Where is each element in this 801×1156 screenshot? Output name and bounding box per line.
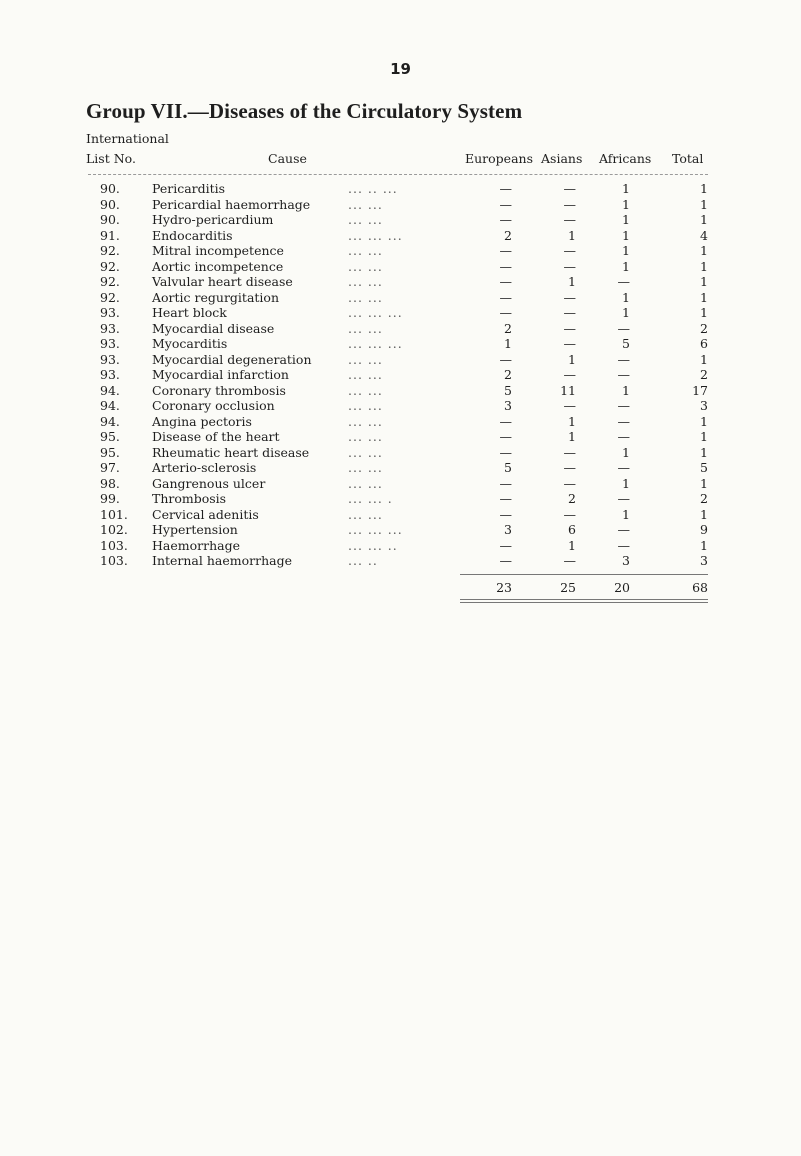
- leader-dots: ... ... ...: [348, 336, 403, 351]
- total-count: 1: [700, 181, 708, 196]
- header-asians: Asians: [541, 151, 583, 166]
- africans-count: 1: [622, 258, 630, 274]
- table-row: [0, 290, 801, 306]
- cause-name: Rheumatic heart disease: [152, 444, 310, 460]
- list-number: 93.: [100, 351, 120, 367]
- africans-count: —: [617, 351, 630, 367]
- leader-dots: ... ...: [348, 196, 383, 212]
- leader-dots: ... ...: [348, 444, 383, 460]
- africans-count: 1: [622, 196, 630, 212]
- cause-name: Thrombosis: [152, 491, 227, 506]
- cause-name: Pericarditis: [152, 181, 226, 196]
- double-rule-lower: [460, 602, 708, 603]
- europeans-count: —: [499, 212, 512, 227]
- total-count: 1: [700, 444, 708, 460]
- table-row: [0, 538, 801, 554]
- total-count: 5: [700, 460, 708, 475]
- asians-count: —: [563, 398, 576, 413]
- africans-count: 5: [622, 336, 630, 351]
- europeans-count: —: [499, 351, 512, 367]
- header-divider: [88, 174, 708, 175]
- cause-name: Coronary thrombosis: [152, 382, 286, 398]
- leader-dots: ... ...: [348, 382, 383, 398]
- europeans-count: —: [499, 181, 512, 196]
- total-count: 6: [700, 336, 708, 351]
- europeans-count: —: [499, 258, 512, 274]
- list-number: 97.: [100, 460, 120, 475]
- leader-dots: ... ...: [348, 274, 383, 289]
- africans-count: 1: [622, 506, 630, 522]
- asians-count: —: [563, 243, 576, 258]
- africans-count: —: [617, 429, 630, 444]
- asians-count: —: [563, 320, 576, 336]
- asians-count: —: [563, 305, 576, 320]
- leader-dots: ... ...: [348, 351, 383, 367]
- europeans-total: 23: [496, 580, 512, 595]
- europeans-count: —: [499, 429, 512, 444]
- europeans-count: 2: [504, 367, 512, 382]
- africans-count: —: [617, 274, 630, 289]
- table-row: [0, 243, 801, 259]
- list-number: 94.: [100, 413, 120, 429]
- table-row: [0, 476, 801, 492]
- africans-total: 20: [614, 580, 630, 595]
- leader-dots: ... ...: [348, 320, 383, 336]
- table-row: [0, 398, 801, 414]
- africans-count: —: [617, 537, 630, 553]
- leader-dots: ... ...: [348, 398, 383, 413]
- cause-name: Gangrenous ulcer: [152, 475, 266, 491]
- africans-count: —: [617, 320, 630, 336]
- list-number: 90.: [100, 212, 120, 227]
- africans-count: 1: [622, 382, 630, 398]
- leader-dots: ... ...: [348, 475, 383, 491]
- list-number: 103.: [100, 537, 128, 553]
- total-count: 9: [700, 522, 708, 537]
- asians-count: 1: [568, 413, 576, 429]
- africans-count: 1: [622, 212, 630, 227]
- cause-name: Haemorrhage: [152, 537, 240, 553]
- leader-dots: ... .. ...: [348, 181, 398, 196]
- list-number: 101.: [100, 506, 128, 522]
- africans-count: 1: [622, 305, 630, 320]
- total-count: 1: [700, 413, 708, 429]
- asians-count: 1: [568, 537, 576, 553]
- africans-count: 1: [622, 444, 630, 460]
- europeans-count: 5: [504, 460, 512, 475]
- asians-count: 1: [568, 351, 576, 367]
- leader-dots: ... ...: [348, 243, 383, 258]
- leader-dots: ... ... ...: [348, 227, 403, 243]
- list-number: 94.: [100, 382, 120, 398]
- africans-count: 1: [622, 181, 630, 196]
- cause-name: Myocardial infarction: [152, 367, 289, 382]
- cause-name: Angina pectoris: [152, 413, 252, 429]
- asians-count: —: [563, 212, 576, 227]
- total-count: 1: [700, 351, 708, 367]
- africans-count: 1: [622, 289, 630, 305]
- asians-count: —: [563, 181, 576, 196]
- list-number: 103.: [100, 553, 128, 568]
- europeans-count: —: [499, 274, 512, 289]
- list-number: 91.: [100, 227, 120, 243]
- grand-total: 68: [692, 580, 708, 595]
- table-row: [0, 274, 801, 290]
- total-count: 4: [700, 227, 708, 243]
- total-count: 17: [692, 382, 708, 398]
- europeans-count: 2: [504, 320, 512, 336]
- list-number: 93.: [100, 305, 120, 320]
- cause-name: Aortic regurgitation: [152, 289, 279, 305]
- asians-count: —: [563, 460, 576, 475]
- total-count: 1: [700, 506, 708, 522]
- list-number: 93.: [100, 367, 120, 382]
- table-row: [0, 228, 801, 244]
- asians-total: 25: [560, 580, 576, 595]
- europeans-count: —: [499, 243, 512, 258]
- cause-name: Heart block: [152, 305, 227, 320]
- leader-dots: ... ... ..: [348, 537, 398, 553]
- asians-count: —: [563, 506, 576, 522]
- europeans-count: 3: [504, 522, 512, 537]
- asians-count: 11: [560, 382, 576, 398]
- africans-count: 3: [622, 553, 630, 568]
- totals-divider: [460, 574, 708, 575]
- list-number: 92.: [100, 243, 120, 258]
- table-row: [0, 429, 801, 445]
- total-count: 1: [700, 258, 708, 274]
- list-number: 92.: [100, 274, 120, 289]
- total-count: 1: [700, 305, 708, 320]
- double-rule-upper: [460, 599, 708, 600]
- asians-count: —: [563, 258, 576, 274]
- asians-count: —: [563, 444, 576, 460]
- asians-count: 1: [568, 274, 576, 289]
- asians-count: 6: [568, 522, 576, 537]
- cause-name: Myocardial degeneration: [152, 351, 312, 367]
- page-title: Group VII.—Diseases of the Circulatory System: [86, 99, 523, 123]
- leader-dots: ... ...: [348, 212, 383, 227]
- europeans-count: 3: [504, 398, 512, 413]
- europeans-count: —: [499, 475, 512, 491]
- table-row: [0, 507, 801, 523]
- europeans-count: 5: [504, 382, 512, 398]
- total-count: 1: [700, 429, 708, 444]
- asians-count: —: [563, 553, 576, 568]
- cause-name: Coronary occlusion: [152, 398, 275, 413]
- page-number: 19: [390, 60, 411, 78]
- table-row: [0, 259, 801, 275]
- list-number: 102.: [100, 522, 128, 537]
- list-number: 94.: [100, 398, 120, 413]
- list-number: 92.: [100, 258, 120, 274]
- total-count: 1: [700, 274, 708, 289]
- list-number: 90.: [100, 196, 120, 212]
- header-cause: Cause: [268, 151, 307, 166]
- total-count: 1: [700, 537, 708, 553]
- totals-row: [0, 580, 801, 596]
- table-row: [0, 181, 801, 197]
- table-row: [0, 553, 801, 569]
- asians-count: 1: [568, 429, 576, 444]
- table-row: [0, 212, 801, 228]
- africans-count: —: [617, 398, 630, 413]
- africans-count: —: [617, 491, 630, 506]
- africans-count: 1: [622, 227, 630, 243]
- cause-name: Hydro-pericardium: [152, 212, 274, 227]
- table-row: [0, 522, 801, 538]
- leader-dots: ... ... ...: [348, 522, 403, 537]
- total-count: 2: [700, 491, 708, 506]
- leader-dots: ... ...: [348, 460, 383, 475]
- table-row: [0, 197, 801, 213]
- total-count: 1: [700, 196, 708, 212]
- leader-dots: ... ... ...: [348, 305, 403, 320]
- header-africans: Africans: [599, 151, 652, 166]
- europeans-count: —: [499, 305, 512, 320]
- total-count: 3: [700, 398, 708, 413]
- cause-name: Internal haemorrhage: [152, 553, 292, 568]
- asians-count: —: [563, 475, 576, 491]
- cause-name: Disease of the heart: [152, 429, 280, 444]
- total-count: 1: [700, 212, 708, 227]
- table-row: [0, 305, 801, 321]
- cause-name: Myocardial disease: [152, 320, 275, 336]
- table-row: [0, 445, 801, 461]
- table-row: [0, 460, 801, 476]
- leader-dots: ... ...: [348, 429, 383, 444]
- asians-count: —: [563, 289, 576, 305]
- cause-name: Valvular heart disease: [152, 274, 293, 289]
- header-europeans: Europeans: [465, 151, 533, 166]
- cause-name: Myocarditis: [152, 336, 228, 351]
- list-number: 90.: [100, 181, 120, 196]
- leader-dots: ... ...: [348, 413, 383, 429]
- table-row: [0, 367, 801, 383]
- total-count: 1: [700, 475, 708, 491]
- list-number: 99.: [100, 491, 120, 506]
- europeans-count: —: [499, 491, 512, 506]
- list-number: 93.: [100, 336, 120, 351]
- leader-dots: ... ...: [348, 506, 383, 522]
- asians-count: —: [563, 367, 576, 382]
- asians-count: —: [563, 336, 576, 351]
- africans-count: 1: [622, 475, 630, 491]
- table-row: [0, 321, 801, 337]
- europeans-count: —: [499, 444, 512, 460]
- europeans-count: 1: [504, 336, 512, 351]
- africans-count: —: [617, 367, 630, 382]
- asians-count: —: [563, 196, 576, 212]
- table-row: [0, 491, 801, 507]
- total-count: 2: [700, 367, 708, 382]
- header-list-no: List No.: [86, 151, 136, 166]
- table-row: [0, 383, 801, 399]
- leader-dots: ... ...: [348, 289, 383, 305]
- total-count: 2: [700, 320, 708, 336]
- cause-name: Endocarditis: [152, 227, 233, 243]
- header-international: International: [86, 131, 169, 146]
- cause-name: Cervical adenitis: [152, 506, 259, 522]
- europeans-count: —: [499, 413, 512, 429]
- europeans-count: —: [499, 289, 512, 305]
- list-number: 95.: [100, 444, 120, 460]
- leader-dots: ... ...: [348, 367, 383, 382]
- leader-dots: ... ...: [348, 258, 383, 274]
- leader-dots: ... ... .: [348, 491, 393, 506]
- europeans-count: —: [499, 196, 512, 212]
- leader-dots: ... ..: [348, 553, 378, 568]
- cause-name: Mitral incompetence: [152, 243, 284, 258]
- europeans-count: —: [499, 537, 512, 553]
- cause-name: Aortic incompetence: [152, 258, 284, 274]
- europeans-count: —: [499, 506, 512, 522]
- asians-count: 2: [568, 491, 576, 506]
- table-row: [0, 352, 801, 368]
- table-row: [0, 414, 801, 430]
- table-row: [0, 336, 801, 352]
- cause-name: Pericardial haemorrhage: [152, 196, 311, 212]
- africans-count: —: [617, 522, 630, 537]
- list-number: 93.: [100, 320, 120, 336]
- total-count: 3: [700, 553, 708, 568]
- total-count: 1: [700, 243, 708, 258]
- disease-table: [0, 181, 801, 569]
- list-number: 98.: [100, 475, 120, 491]
- europeans-count: —: [499, 553, 512, 568]
- africans-count: —: [617, 460, 630, 475]
- list-number: 92.: [100, 289, 120, 305]
- cause-name: Arterio-sclerosis: [152, 460, 257, 475]
- europeans-count: 2: [504, 227, 512, 243]
- total-count: 1: [700, 289, 708, 305]
- africans-count: 1: [622, 243, 630, 258]
- africans-count: —: [617, 413, 630, 429]
- header-total: Total: [672, 151, 704, 166]
- list-number: 95.: [100, 429, 120, 444]
- cause-name: Hypertension: [152, 522, 238, 537]
- asians-count: 1: [568, 227, 576, 243]
